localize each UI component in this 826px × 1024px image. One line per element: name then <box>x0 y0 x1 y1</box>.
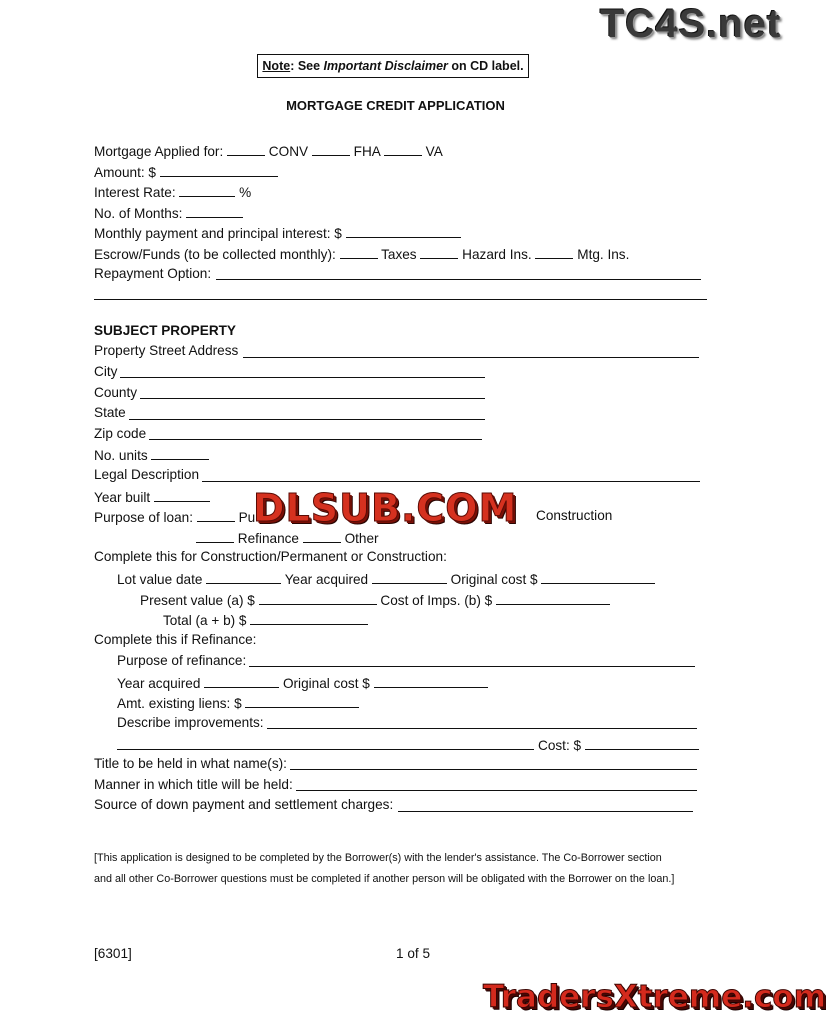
tradersxtreme-watermark: TradersXtreme.com <box>483 979 826 1015</box>
refinance-field[interactable] <box>196 530 234 543</box>
total-row <box>163 612 368 628</box>
purpose-purchase-field[interactable] <box>197 509 235 522</box>
applied-for-label: Mortgage Applied for: <box>94 144 224 159</box>
improvements-cost-row <box>538 737 699 753</box>
escrow-label: Escrow/Funds (to be collected monthly): <box>94 247 336 262</box>
escrow-row <box>94 246 630 262</box>
year-acquired-label: Year acquired <box>284 572 369 587</box>
purpose-row-2 <box>196 530 379 546</box>
cost-imps-label: Cost of Imps. (b) $ <box>380 593 493 608</box>
interest-rate-row <box>94 184 252 200</box>
liens-label: Amt. existing liens: $ <box>117 696 242 711</box>
improvements-cost-field[interactable] <box>585 737 699 750</box>
refinance-label: Refinance <box>237 531 299 546</box>
lot-value-label: Lot value date <box>117 572 203 587</box>
repayment-field-2[interactable] <box>94 299 707 300</box>
refinance-purpose-label: Purpose of refinance: <box>117 653 247 668</box>
improvements-field[interactable] <box>267 728 697 729</box>
mortgage-applied-row <box>94 143 443 159</box>
interest-rate-label: Interest Rate: <box>94 185 176 200</box>
improvements-field-2[interactable] <box>117 749 534 750</box>
state-label: State <box>94 405 126 420</box>
fha-field[interactable] <box>312 143 350 156</box>
taxes-label: Taxes <box>381 247 417 262</box>
page-number: 1 of 5 <box>396 946 431 961</box>
repayment-row <box>94 267 211 280</box>
city-label: City <box>94 364 118 379</box>
refi-year-acquired-field[interactable] <box>204 675 279 688</box>
title-names-field[interactable] <box>290 769 697 770</box>
improvements-label: Describe improvements: <box>117 715 264 730</box>
months-field[interactable] <box>186 205 243 218</box>
monthly-payment-row <box>94 225 461 241</box>
purpose-row <box>94 509 256 525</box>
down-payment-source-label: Source of down payment and settlement charges: <box>94 797 394 812</box>
original-cost-label: Original cost $ <box>450 572 538 587</box>
amount-field[interactable] <box>160 164 278 177</box>
refinance-purpose-field[interactable] <box>249 666 695 667</box>
city-field[interactable] <box>120 377 485 378</box>
liens-field[interactable] <box>245 695 359 708</box>
present-value-field[interactable] <box>259 592 377 605</box>
repayment-label: Repayment Option: <box>94 266 212 281</box>
zip-field[interactable] <box>149 439 482 440</box>
interest-rate-unit: % <box>239 185 252 200</box>
dlsub-watermark: DLSUB.COM <box>253 486 518 530</box>
street-address-label: Property Street Address <box>94 343 239 358</box>
total-field[interactable] <box>250 612 368 625</box>
taxes-field[interactable] <box>340 246 378 259</box>
months-row <box>94 205 243 221</box>
va-field[interactable] <box>384 143 422 156</box>
hazard-field[interactable] <box>420 246 458 259</box>
construction-heading: Complete this for Construction/Permanent or Construction: <box>94 549 447 564</box>
lot-value-row <box>117 571 655 587</box>
refinance-heading: Complete this if Refinance: <box>94 632 257 647</box>
year-acquired-field[interactable] <box>372 571 447 584</box>
conv-field[interactable] <box>227 143 265 156</box>
disclaimer-note <box>257 54 529 78</box>
purpose-label: Purpose of loan: <box>94 510 193 525</box>
refi-original-cost-label: Original cost $ <box>282 676 370 691</box>
units-label: No. units <box>94 448 148 463</box>
title-manner-field[interactable] <box>296 790 697 791</box>
lot-value-field[interactable] <box>206 571 281 584</box>
state-field[interactable] <box>129 419 485 420</box>
zip-label: Zip code <box>94 426 147 441</box>
monthly-payment-label: Monthly payment and principal interest: $ <box>94 226 342 241</box>
present-value-label: Present value (a) $ <box>140 593 255 608</box>
conv-label: CONV <box>268 144 309 159</box>
legal-description-field[interactable] <box>202 481 700 482</box>
amount-label: Amount: $ <box>94 165 156 180</box>
liens-row <box>117 695 359 711</box>
monthly-payment-field[interactable] <box>346 225 461 238</box>
year-built-label: Year built <box>94 490 151 505</box>
down-payment-source-field[interactable] <box>398 811 693 812</box>
note-prefix: Note <box>262 59 291 73</box>
note-colon: : See <box>290 59 324 73</box>
mtg-ins-field[interactable] <box>535 246 573 259</box>
va-label: VA <box>425 144 443 159</box>
units-row <box>94 447 209 463</box>
construction-option-label: Construction <box>536 508 613 523</box>
units-field[interactable] <box>151 447 209 460</box>
note-emphasis: Important Disclaimer <box>323 59 448 73</box>
tc4s-watermark: TC4S.net <box>600 2 782 46</box>
cost-imps-field[interactable] <box>496 592 610 605</box>
present-value-row <box>140 592 610 608</box>
street-address-field[interactable] <box>243 357 699 358</box>
footnote-line-1: [This application is designed to be completed by the Borrower(s) with the lender's assistance. The Co-Borrower section <box>94 852 662 864</box>
year-built-row <box>94 489 210 505</box>
purpose-partial-label: Pu <box>238 510 256 525</box>
county-field[interactable] <box>140 398 485 399</box>
total-label: Total (a + b) $ <box>163 613 247 628</box>
repayment-field[interactable] <box>216 279 701 280</box>
other-label: Other <box>344 531 379 546</box>
title-names-label: Title to be held in what name(s): <box>94 756 287 771</box>
improvements-cost-label: Cost: $ <box>538 738 582 753</box>
form-number: [6301] <box>94 946 132 961</box>
year-built-field[interactable] <box>154 489 210 502</box>
hazard-label: Hazard Ins. <box>462 247 532 262</box>
refi-year-acquired-label: Year acquired <box>117 676 201 691</box>
title-manner-label: Manner in which title will be held: <box>94 777 293 792</box>
refi-original-cost-field[interactable] <box>374 675 488 688</box>
page-title: MORTGAGE CREDIT APPLICATION <box>286 98 505 113</box>
fha-label: FHA <box>353 144 381 159</box>
months-label: No. of Months: <box>94 206 183 221</box>
other-field[interactable] <box>303 530 341 543</box>
note-suffix: on CD label. <box>447 59 524 73</box>
amount-row <box>94 164 278 180</box>
original-cost-field[interactable] <box>541 571 655 584</box>
subject-property-heading: SUBJECT PROPERTY <box>94 323 237 338</box>
legal-description-label: Legal Description <box>94 467 200 482</box>
county-label: County <box>94 385 138 400</box>
interest-rate-field[interactable] <box>179 184 235 197</box>
refi-year-row <box>117 675 488 691</box>
mtg-ins-label: Mtg. Ins. <box>577 247 630 262</box>
footnote-line-2: and all other Co-Borrower questions must be completed if another person will be obligated with the Borrower on the loan.] <box>94 873 675 885</box>
